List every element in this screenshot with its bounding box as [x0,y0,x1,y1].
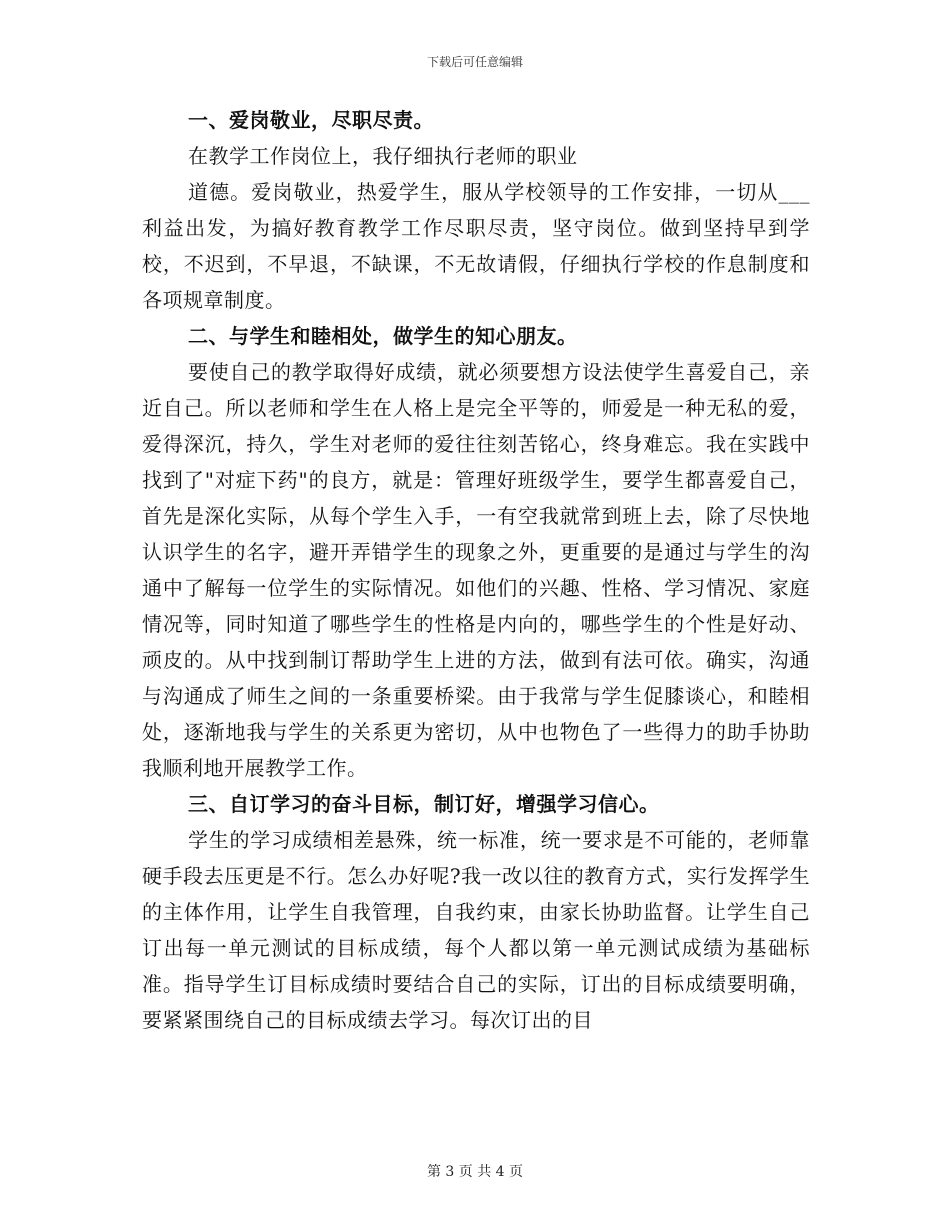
paragraph: 要使自己的教学取得好成绩，就必须要想方设法使学生喜爱自己，亲近自己。所以老师和学生在人格上是完全平等的，师爱是一种无私的爱，爱得深沉，持久，学生对老师的爱往往刻苦铭心，终身难忘。我在实践中找到了"对症下药"的良方，就是：管理好班级学生，要学生都喜爱自己，首先是深化实际，从每个学生入手，一有空我就常到班上去，除了尽快地认识学生的名字，避开弄错学生的现象之外，更重要的是通过与学生的沟通中了解每一位学生的实际情况。如他们的兴趣、性格、学习情况、家庭情况等，同时知道了哪些学生的性格是内向的，哪些学生的个性是好动、顽皮的。从中找到制订帮助学生上进的方法，做到有法可依。确实，沟通与沟通成了师生之间的一条重要桥梁。由于我常与学生促膝谈心，和睦相处，逐渐地我与学生的关系更为密切，从中也物色了一些得力的助手协助我顺利地开展教学工作。 [142,360,810,780]
paragraph: 在教学工作岗位上，我仔细执行老师的职业 [188,144,578,168]
page-header-note: 下载后可任意编辑 [426,55,523,69]
section-heading: 二、与学生和睦相处，做学生的知心朋友。 [188,324,578,348]
document-body [142,102,810,1038]
paragraph: 学生的学习成绩相差悬殊，统一标准，统一要求是不可能的，老师靠硬手段去压更是不行。怎么办好呢?我一改以往的教育方式，实行发挥学生的主体作用，让学生自我管理，自我约束，由家长协助监督。让学生自己订出每一单元测试的目标成绩，每个人都以第一单元测试成绩为基础标准。指导学生订目标成绩时要结合自己的实际，订出的目标成绩要明确，要紧紧围绕自己的目标成绩去学习。每次订出的目 [142,828,810,1032]
page-number: 第 3 页 共 4 页 [426,1164,524,1180]
paragraph: 道德。爱岗敬业，热爱学生，服从学校领导的工作安排，一切从___利益出发，为搞好教育教学工作尽职尽责，坚守岗位。做到坚持早到学校，不迟到，不早退，不缺课，不无故请假，仔细执行学校的作息制度和各项规章制度。 [142,180,810,312]
section-heading: 一、爱岗敬业，尽职尽责。 [188,108,434,132]
section-heading: 三、自订学习的奋斗目标，制订好，增强学习信心。 [188,792,660,816]
